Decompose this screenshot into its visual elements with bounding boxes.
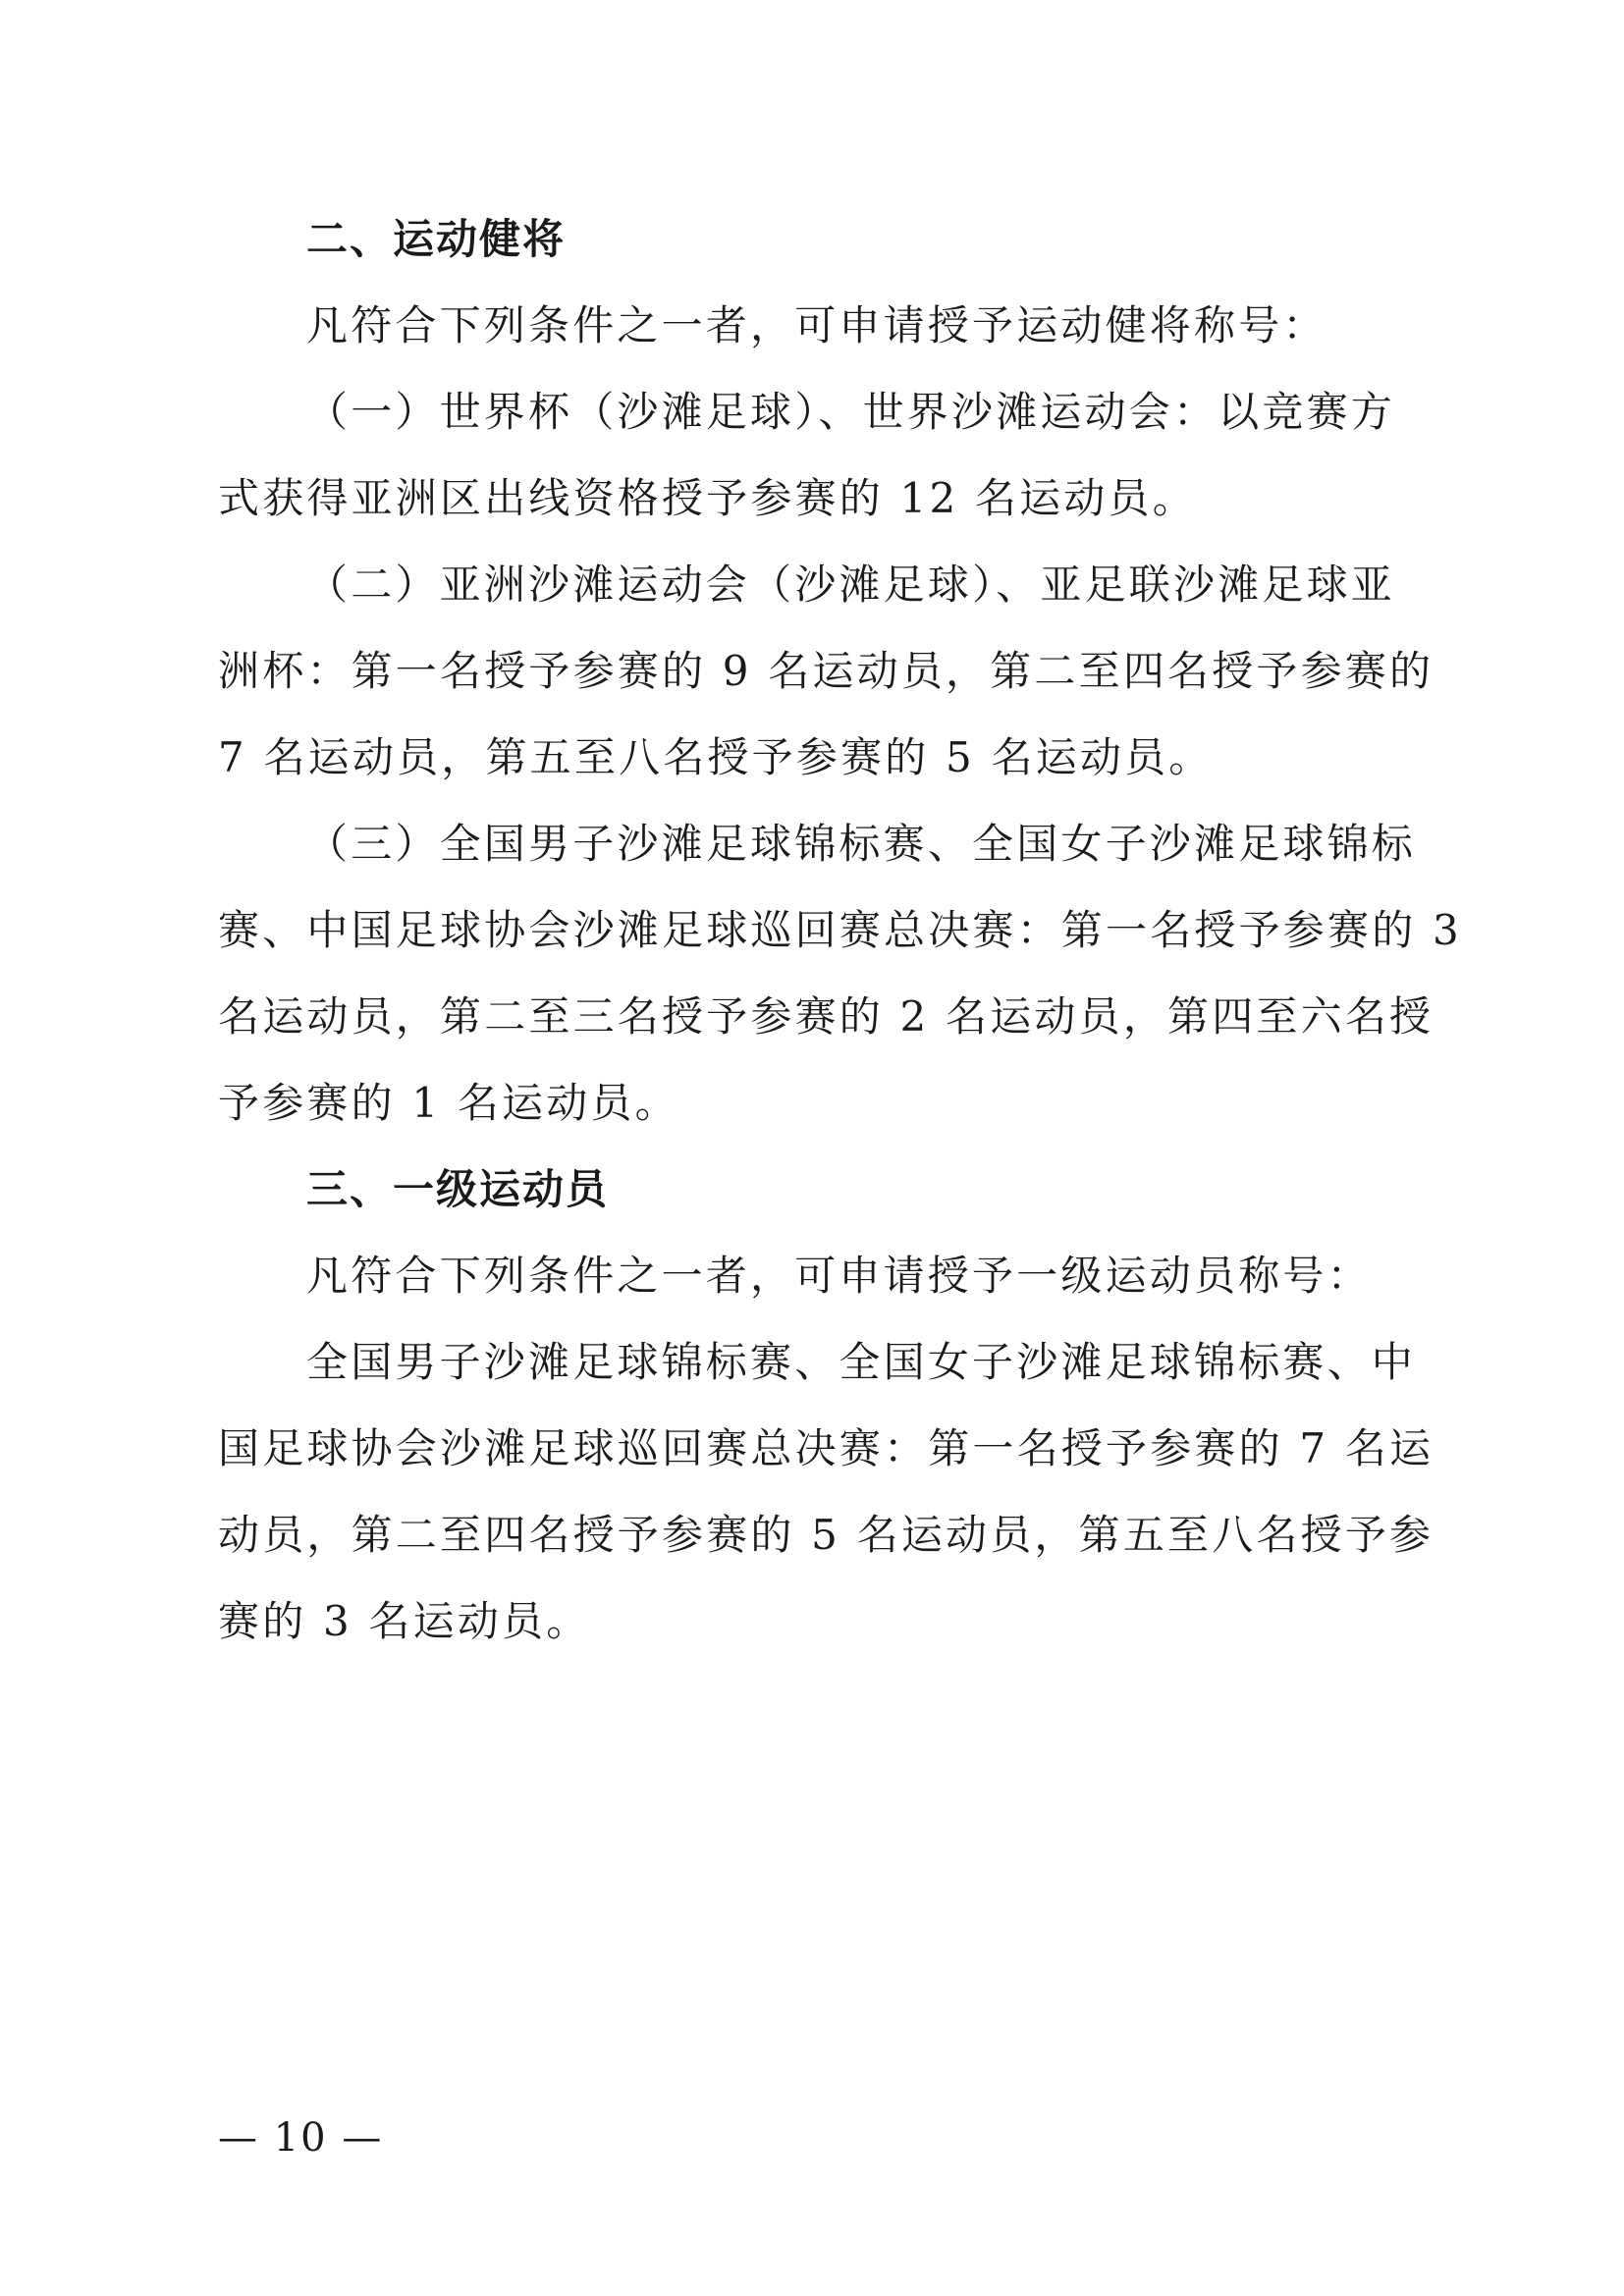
section-2-item-3-line-4: 予参赛的 1 名运动员。 <box>218 1079 679 1127</box>
page-number: — 10 — <box>218 2115 384 2161</box>
section-3-heading: 三、一级运动员 <box>306 1165 610 1213</box>
section-2-item-2-line-2: 洲杯：第一名授予参赛的 9 名运动员，第二至四名授予参赛的 <box>218 647 1435 695</box>
section-2-item-3-line-1: （三）全国男子沙滩足球锦标赛、全国女子沙滩足球锦标 <box>306 820 1417 868</box>
section-2-intro: 凡符合下列条件之一者，可申请授予运动健将称号： <box>306 301 1327 349</box>
section-2-item-2-line-3: 7 名运动员，第五至八名授予参赛的 5 名运动员。 <box>218 733 1214 781</box>
section-2-item-3-line-3: 名运动员，第二至三名授予参赛的 2 名运动员，第四至六名授 <box>218 992 1435 1041</box>
section-3-body-line-4: 赛的 3 名运动员。 <box>218 1597 591 1645</box>
section-3-body-line-2: 国足球协会沙滩足球巡回赛总决赛：第一名授予参赛的 7 名运 <box>218 1424 1435 1472</box>
section-2-heading: 二、运动健将 <box>306 215 567 263</box>
document-body <box>218 196 1462 1665</box>
section-2-item-1-line-1: （一）世界杯（沙滩足球）、世界沙滩运动会：以竞赛方 <box>306 388 1396 436</box>
section-3-body-line-3: 动员，第二至四名授予参赛的 5 名运动员，第五至八名授予参 <box>218 1511 1435 1559</box>
section-2-item-3-line-2: 赛、中国足球协会沙滩足球巡回赛总决赛：第一名授予参赛的 3 <box>218 906 1462 954</box>
section-2-item-1-line-2: 式获得亚洲区出线资格授予参赛的 12 名运动员。 <box>218 474 1197 522</box>
section-2-item-2-line-1: （二）亚洲沙滩运动会（沙滩足球）、亚足联沙滩足球亚 <box>306 561 1396 609</box>
section-3-intro: 凡符合下列条件之一者，可申请授予一级运动员称号： <box>306 1252 1372 1300</box>
section-3-body-line-1: 全国男子沙滩足球锦标赛、全国女子沙滩足球锦标赛、中 <box>306 1338 1417 1386</box>
